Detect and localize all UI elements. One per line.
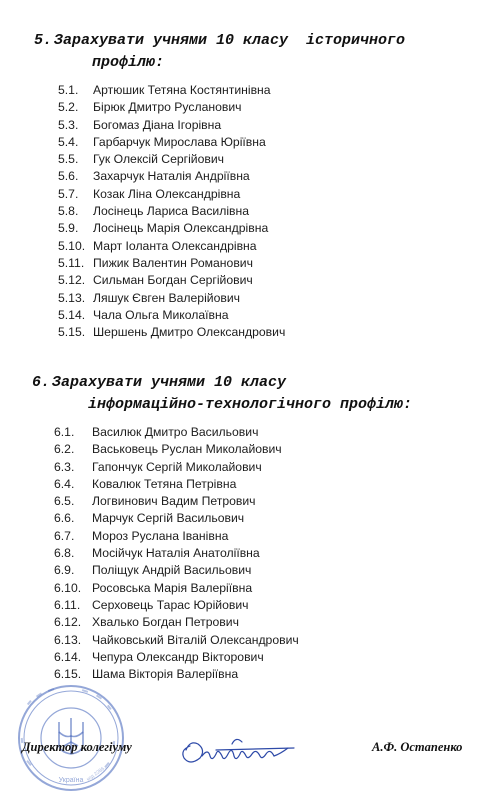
section-6-number: 6. [32, 374, 51, 391]
section-5-heading-line1: Зарахувати учнями 10 класу історичного [54, 32, 406, 49]
student-name: Росовська Марія Валеріївна [92, 580, 253, 595]
student-name: Чайковський Віталій Олександрович [92, 632, 299, 647]
list-item [0, 255, 504, 272]
item-number: 6.6. [54, 511, 75, 526]
item-number: 5.8. [58, 204, 79, 219]
list-item [0, 597, 504, 614]
item-number: 6.13. [54, 632, 82, 647]
student-name: Шершень Дмитро Олександрович [93, 325, 286, 340]
list-item [0, 510, 504, 527]
list-item [0, 272, 504, 289]
list-item [0, 307, 504, 324]
student-name: Ляшук Євген Валерійович [93, 290, 240, 305]
student-name: Артюшик Тетяна Костянтинівна [93, 83, 271, 97]
section-6-heading [0, 372, 504, 416]
student-name: Гапончук Сергій Миколайович [92, 459, 262, 474]
list-item [0, 562, 504, 579]
section-5-list [0, 82, 504, 341]
student-name: Захарчук Наталія Андріївна [93, 169, 250, 184]
student-name: Козак Ліна Олександрівна [93, 186, 241, 201]
official-stamp [12, 682, 130, 794]
list-item [0, 614, 504, 631]
item-number: 5.4. [58, 134, 79, 149]
list-item [0, 186, 504, 203]
item-number: 6.1. [54, 425, 75, 439]
item-number: 5.2. [58, 100, 79, 115]
list-item [0, 151, 504, 168]
student-name: Чепура Олександр Вікторович [92, 649, 264, 664]
student-name: Лосінець Лариса Василівна [93, 204, 250, 219]
item-number: 5.6. [58, 169, 79, 184]
item-number: 6.9. [54, 563, 75, 578]
item-number: 5.1. [58, 83, 79, 97]
list-item [0, 99, 504, 116]
student-name: Логвинович Вадим Петрович [92, 494, 256, 509]
section-5 [0, 30, 504, 341]
item-number: 6.15. [54, 667, 82, 682]
student-name: Богомаз Діана Ігорівна [93, 117, 222, 132]
student-name: Мосійчук Наталія Анатоліївна [92, 546, 260, 561]
list-item [0, 493, 504, 510]
student-name: Васьковець Руслан Миколайович [92, 442, 282, 457]
list-item [0, 134, 504, 151]
item-number: 6.7. [54, 528, 75, 543]
list-item [0, 324, 504, 341]
section-6 [0, 372, 504, 683]
list-item [0, 632, 504, 649]
student-name: Сильман Богдан Сергійович [93, 273, 253, 288]
item-number: 6.12. [54, 615, 82, 630]
student-name: Чала Ольга Миколаївна [93, 307, 229, 322]
list-item [0, 476, 504, 493]
section-5-number: 5. [34, 32, 53, 49]
section-5-heading-line2: профілю: [92, 54, 165, 71]
student-name: Пижик Валентин Романович [93, 255, 253, 270]
signature-block [0, 740, 504, 764]
student-name: Март Іоланта Олександрівна [93, 238, 257, 253]
student-name: Марчук Сергій Васильович [92, 511, 245, 526]
student-name: Серховець Тарас Юрійович [92, 597, 249, 612]
item-number: 5.10. [58, 238, 86, 253]
item-number: 5.3. [58, 117, 79, 132]
stamp-country-text: Україна [58, 777, 84, 784]
item-number: 6.14. [54, 649, 82, 664]
list-item [0, 649, 504, 666]
section-5-heading [0, 30, 504, 74]
section-6-list [0, 424, 504, 683]
list-item [0, 203, 504, 220]
item-number: 6.11. [54, 597, 81, 612]
student-name: Гарбарчук Мирослава Юріївна [93, 134, 266, 149]
list-item [0, 459, 504, 476]
section-6-heading-line2: інформаційно-технологічного профілю: [88, 396, 413, 413]
student-name: Лосінець Марія Олександрівна [93, 221, 269, 236]
list-item [0, 580, 504, 597]
list-item [0, 528, 504, 545]
item-number: 6.5. [54, 494, 75, 509]
student-name: Шама Вікторія Валеріївна [92, 667, 239, 682]
item-number: 5.15. [58, 325, 86, 340]
item-number: 6.8. [54, 546, 75, 561]
list-item [0, 220, 504, 237]
list-item [0, 82, 504, 99]
item-number: 5.7. [58, 186, 79, 201]
student-name: Ковалюк Тетяна Петрівна [92, 476, 237, 491]
student-name: Гук Олексій Сергійович [93, 152, 225, 167]
section-6-heading-line1: Зарахувати учнями 10 класу [52, 374, 287, 391]
item-number: 6.2. [54, 442, 75, 457]
signer-name: А.Ф. Остапенко [372, 740, 463, 754]
item-number: 5.9. [58, 221, 79, 236]
list-item [0, 238, 504, 255]
list-item [0, 441, 504, 458]
item-number: 6.10. [54, 580, 82, 595]
list-item [0, 545, 504, 562]
list-item [0, 666, 504, 683]
item-number: 6.3. [54, 459, 75, 474]
student-name: Мороз Руслана Іванівна [92, 528, 229, 543]
item-number: 5.13. [58, 290, 86, 305]
stamp-code-text: код 2286... [85, 763, 110, 783]
student-name: Поліщук Андрій Васильович [92, 563, 252, 578]
item-number: 6.4. [54, 476, 75, 491]
item-number: 5.12. [58, 273, 86, 288]
student-name: Бірюк Дмитро Русланович [93, 100, 242, 115]
signer-role: Директор колегіуму [22, 740, 132, 754]
item-number: 5.11. [58, 255, 85, 270]
list-item [0, 290, 504, 307]
list-item [0, 424, 504, 441]
student-name: Василюк Дмитро Васильович [92, 425, 259, 439]
list-item [0, 117, 504, 134]
item-number: 5.14. [58, 307, 86, 322]
list-item [0, 168, 504, 185]
student-name: Хвалько Богдан Петрович [92, 615, 239, 630]
item-number: 5.5. [58, 152, 79, 167]
